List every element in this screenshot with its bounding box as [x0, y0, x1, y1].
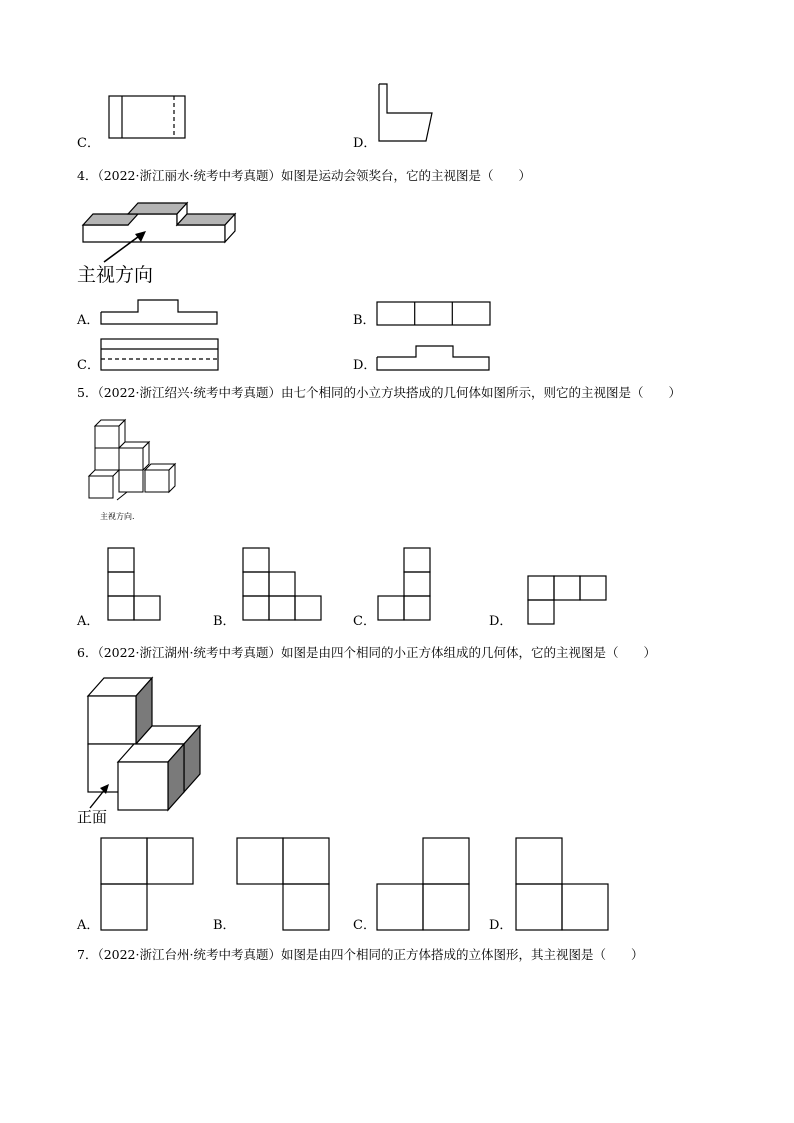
option-c-label[interactable]: C．	[77, 136, 100, 151]
q4-option-a-figure	[100, 299, 220, 327]
q6-option-d-label[interactable]: D．	[489, 918, 513, 933]
q5-option-a-label[interactable]: A．	[77, 614, 100, 629]
q5-option-d-label[interactable]: D．	[489, 614, 513, 629]
q4-option-c-figure	[100, 338, 220, 372]
q6-option-a-figure	[100, 837, 196, 933]
q5-option-c-figure	[377, 547, 435, 623]
option-c-figure	[108, 95, 188, 141]
q4-option-a-label[interactable]: A．	[77, 313, 100, 328]
q6-option-a-label[interactable]: A．	[77, 918, 100, 933]
q5-direction-label: 主视方向.	[100, 512, 135, 521]
q4-option-c-label[interactable]: C．	[77, 358, 100, 373]
question-5-stem: 5．（2022·浙江绍兴·统考中考真题）由七个相同的小立方块搭成的几何体如图所示，则它的主视图是（ ）	[77, 385, 681, 400]
q6-option-c-label[interactable]: C．	[353, 918, 376, 933]
question-6-stem: 6．（2022·浙江湖州·统考中考真题）如图是由四个相同的小正方体组成的几何体，它的主视图是（ ）	[77, 645, 656, 660]
question-4-stem: 4．（2022·浙江丽水·统考中考真题）如图是运动会领奖台，它的主视图是（ ）	[77, 168, 531, 183]
view-direction-label: 主视方向	[77, 264, 154, 286]
q5-option-c-label[interactable]: C．	[353, 614, 376, 629]
q6-option-b-figure	[236, 837, 332, 933]
q4-option-b-label[interactable]: B．	[353, 313, 376, 328]
q5-option-a-figure	[107, 547, 165, 623]
q4-option-d-label[interactable]: D．	[353, 358, 377, 373]
q4-option-b-figure	[376, 301, 492, 327]
view-direction-arrow	[100, 228, 150, 268]
q4-option-d-figure	[376, 345, 492, 373]
q5-option-d-figure	[527, 575, 609, 627]
q6-front-label: 正面	[77, 808, 108, 826]
q6-option-d-figure	[515, 837, 611, 933]
q5-option-b-label[interactable]: B．	[213, 614, 236, 629]
question-7-stem: 7．（2022·浙江台州·统考中考真题）如图是由四个相同的正方体搭成的立体图形，其主视图是（ ）	[77, 947, 644, 962]
q5-option-b-figure	[242, 547, 324, 623]
option-d-label[interactable]: D．	[353, 136, 377, 151]
option-d-figure	[378, 83, 434, 145]
seven-cubes-figure	[87, 418, 182, 502]
q6-option-c-figure	[376, 837, 472, 933]
q6-option-b-label[interactable]: B．	[213, 918, 236, 933]
